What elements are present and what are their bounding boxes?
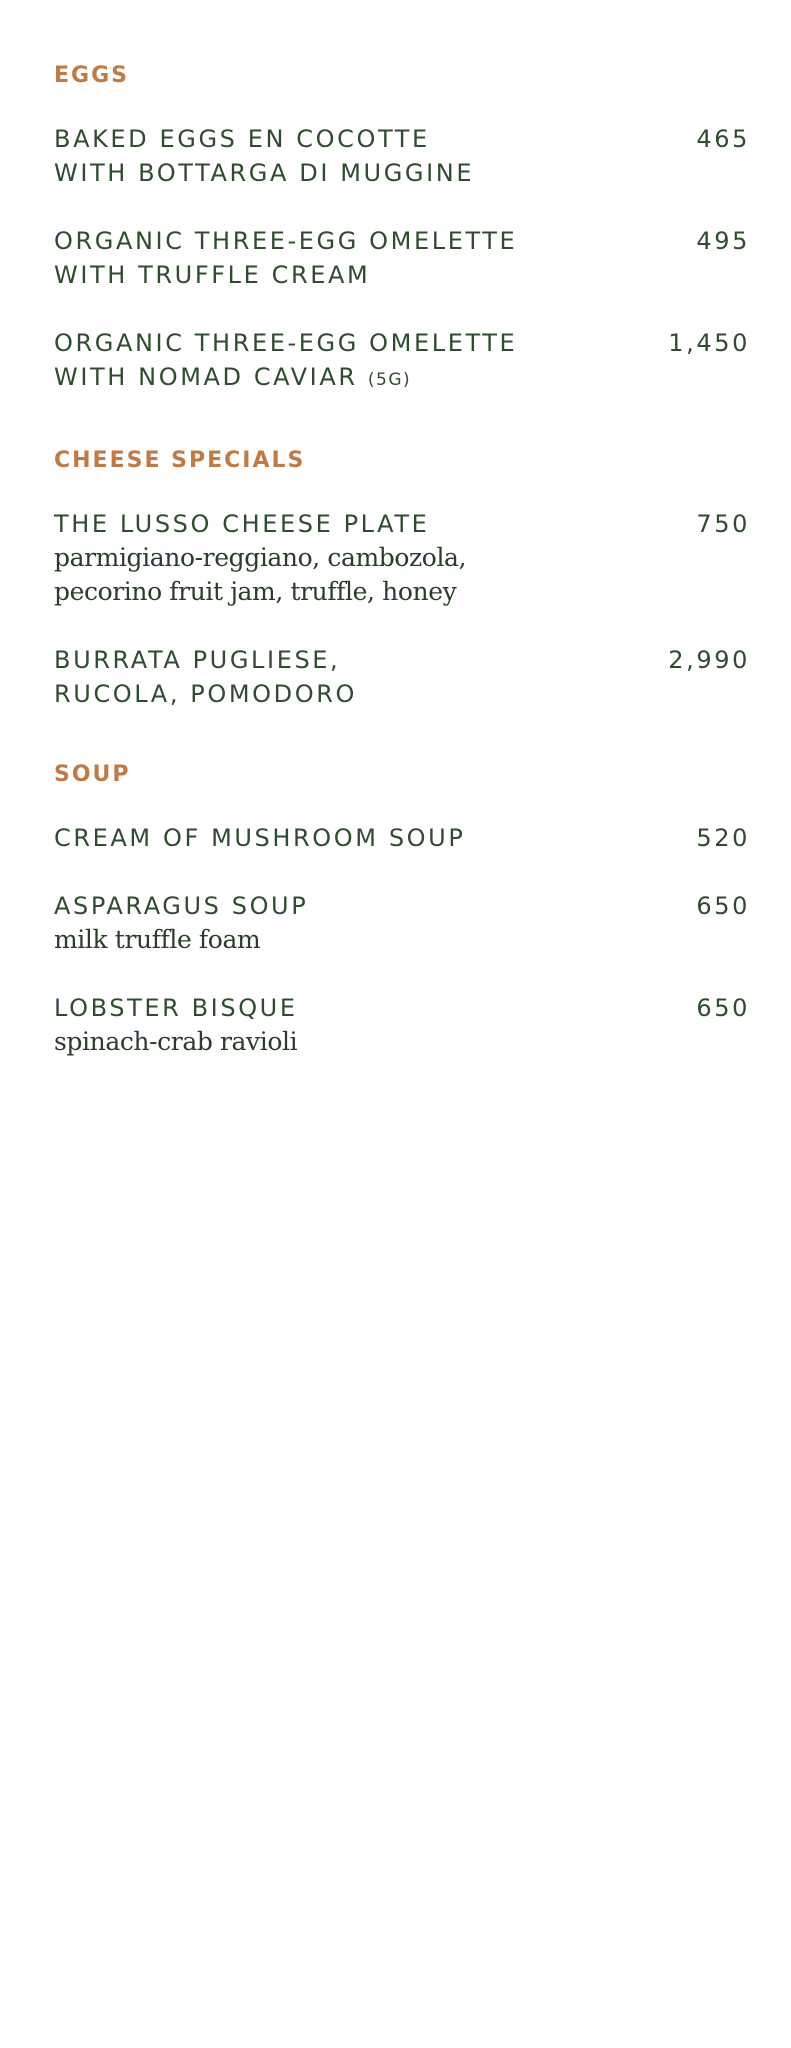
item-price: 650 bbox=[696, 892, 750, 920]
item-description: pecorino fruit jam, truffle, honey bbox=[54, 577, 457, 606]
menu bbox=[54, 56, 750, 1059]
item-name: THE LUSSO CHEESE PLATE bbox=[54, 510, 430, 538]
item-text bbox=[54, 507, 466, 609]
item-name: BAKED EGGS EN COCOTTE bbox=[54, 125, 430, 153]
item-text bbox=[54, 122, 474, 190]
item-price: 495 bbox=[696, 227, 750, 255]
item-name: WITH TRUFFLE CREAM bbox=[54, 261, 371, 289]
item-name: RUCOLA, POMODORO bbox=[54, 680, 357, 708]
item-name: BURRATA PUGLIESE, bbox=[54, 646, 341, 674]
menu-item bbox=[54, 821, 750, 855]
item-text bbox=[54, 821, 465, 855]
menu-item bbox=[54, 889, 750, 957]
item-name: WITH NOMAD CAVIAR bbox=[54, 363, 358, 391]
item-price: 2,990 bbox=[668, 646, 750, 674]
menu-item bbox=[54, 224, 750, 292]
item-name: CREAM OF MUSHROOM SOUP bbox=[54, 824, 466, 852]
item-name: ORGANIC THREE-EGG OMELETTE bbox=[54, 329, 518, 357]
item-price: 750 bbox=[696, 510, 750, 538]
item-text bbox=[54, 889, 308, 957]
item-description: milk truffle foam bbox=[54, 925, 261, 954]
section-eggs bbox=[54, 56, 750, 397]
item-price: 1,450 bbox=[668, 329, 750, 357]
item-name: ASPARAGUS SOUP bbox=[54, 892, 309, 920]
item-name: LOBSTER BISQUE bbox=[54, 994, 298, 1022]
menu-item bbox=[54, 643, 750, 711]
item-list bbox=[54, 507, 750, 711]
item-name-line bbox=[54, 360, 517, 397]
item-price: 650 bbox=[696, 994, 750, 1022]
section-cheese-specials bbox=[54, 441, 750, 711]
item-list bbox=[54, 122, 750, 397]
section-title: EGGS bbox=[54, 63, 129, 88]
item-price: 520 bbox=[696, 824, 750, 852]
item-text bbox=[54, 643, 357, 711]
item-description: parmigiano-reggiano, cambozola, bbox=[54, 543, 467, 572]
section-soup bbox=[54, 755, 750, 1059]
menu-item bbox=[54, 507, 750, 609]
item-text bbox=[54, 991, 298, 1059]
section-title: CHEESE SPECIALS bbox=[54, 448, 306, 473]
item-text bbox=[54, 326, 517, 397]
item-description: spinach-crab ravioli bbox=[54, 1027, 298, 1056]
item-price: 465 bbox=[696, 125, 750, 153]
item-text bbox=[54, 224, 517, 292]
menu-item bbox=[54, 122, 750, 190]
menu-item bbox=[54, 326, 750, 397]
item-name: WITH BOTTARGA DI MUGGINE bbox=[54, 159, 475, 187]
menu-item bbox=[54, 991, 750, 1059]
item-portion: (5G) bbox=[367, 370, 412, 390]
section-title: SOUP bbox=[54, 762, 131, 787]
item-list bbox=[54, 821, 750, 1059]
item-name: ORGANIC THREE-EGG OMELETTE bbox=[54, 227, 518, 255]
